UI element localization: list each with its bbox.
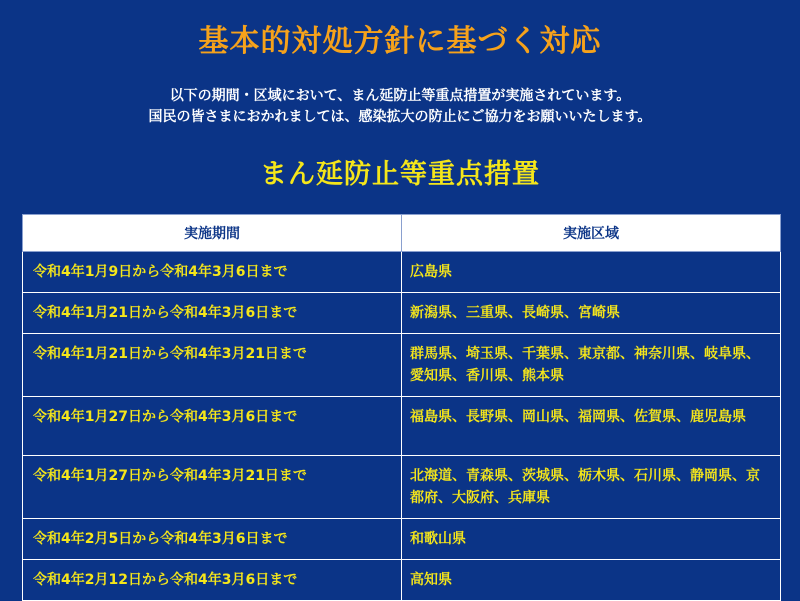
row-period: 令和4年1月21日から令和4年3月6日まで — [23, 293, 402, 334]
table-row — [23, 519, 781, 560]
row-period: 令和4年1月9日から令和4年3月6日まで — [23, 252, 402, 293]
row-period: 令和4年2月12日から令和4年3月6日まで — [23, 560, 402, 601]
row-area: 高知県 — [402, 560, 781, 601]
table-row — [23, 334, 781, 397]
table-header-row — [23, 215, 781, 252]
table-row — [23, 456, 781, 519]
row-period: 令和4年2月5日から令和4年3月6日まで — [23, 519, 402, 560]
row-area: 新潟県、三重県、長崎県、宮崎県 — [402, 293, 781, 334]
row-area: 福島県、長野県、岡山県、福岡県、佐賀県、鹿児島県 — [402, 397, 781, 456]
intro-text — [0, 86, 800, 128]
row-period: 令和4年1月21日から令和4年3月21日まで — [23, 334, 402, 397]
row-area: 広島県 — [402, 252, 781, 293]
main-title: 基本的対処方針に基づく対応 — [198, 24, 602, 59]
measures-table — [22, 214, 781, 601]
intro-line-2: 国民の皆さまにおかれましては、感染拡大の防止にご協力をお願いいたします。 — [148, 109, 652, 125]
table-row — [23, 293, 781, 334]
row-area: 北海道、青森県、茨城県、栃木県、石川県、静岡県、京都府、大阪府、兵庫県 — [402, 456, 781, 519]
row-area: 群馬県、埼玉県、千葉県、東京都、神奈川県、岐阜県、愛知県、香川県、熊本県 — [402, 334, 781, 397]
row-period: 令和4年1月27日から令和4年3月6日まで — [23, 397, 402, 456]
header-area: 実施区域 — [402, 215, 781, 252]
intro-line-1: 以下の期間・区域において、まん延防止等重点措置が実施されています。 — [169, 88, 631, 104]
table-row — [23, 397, 781, 456]
section-title: まん延防止等重点措置 — [260, 159, 540, 190]
table-row — [23, 560, 781, 601]
header-period: 実施期間 — [23, 215, 402, 252]
row-area: 和歌山県 — [402, 519, 781, 560]
row-period: 令和4年1月27日から令和4年3月21日まで — [23, 456, 402, 519]
table-row — [23, 252, 781, 293]
